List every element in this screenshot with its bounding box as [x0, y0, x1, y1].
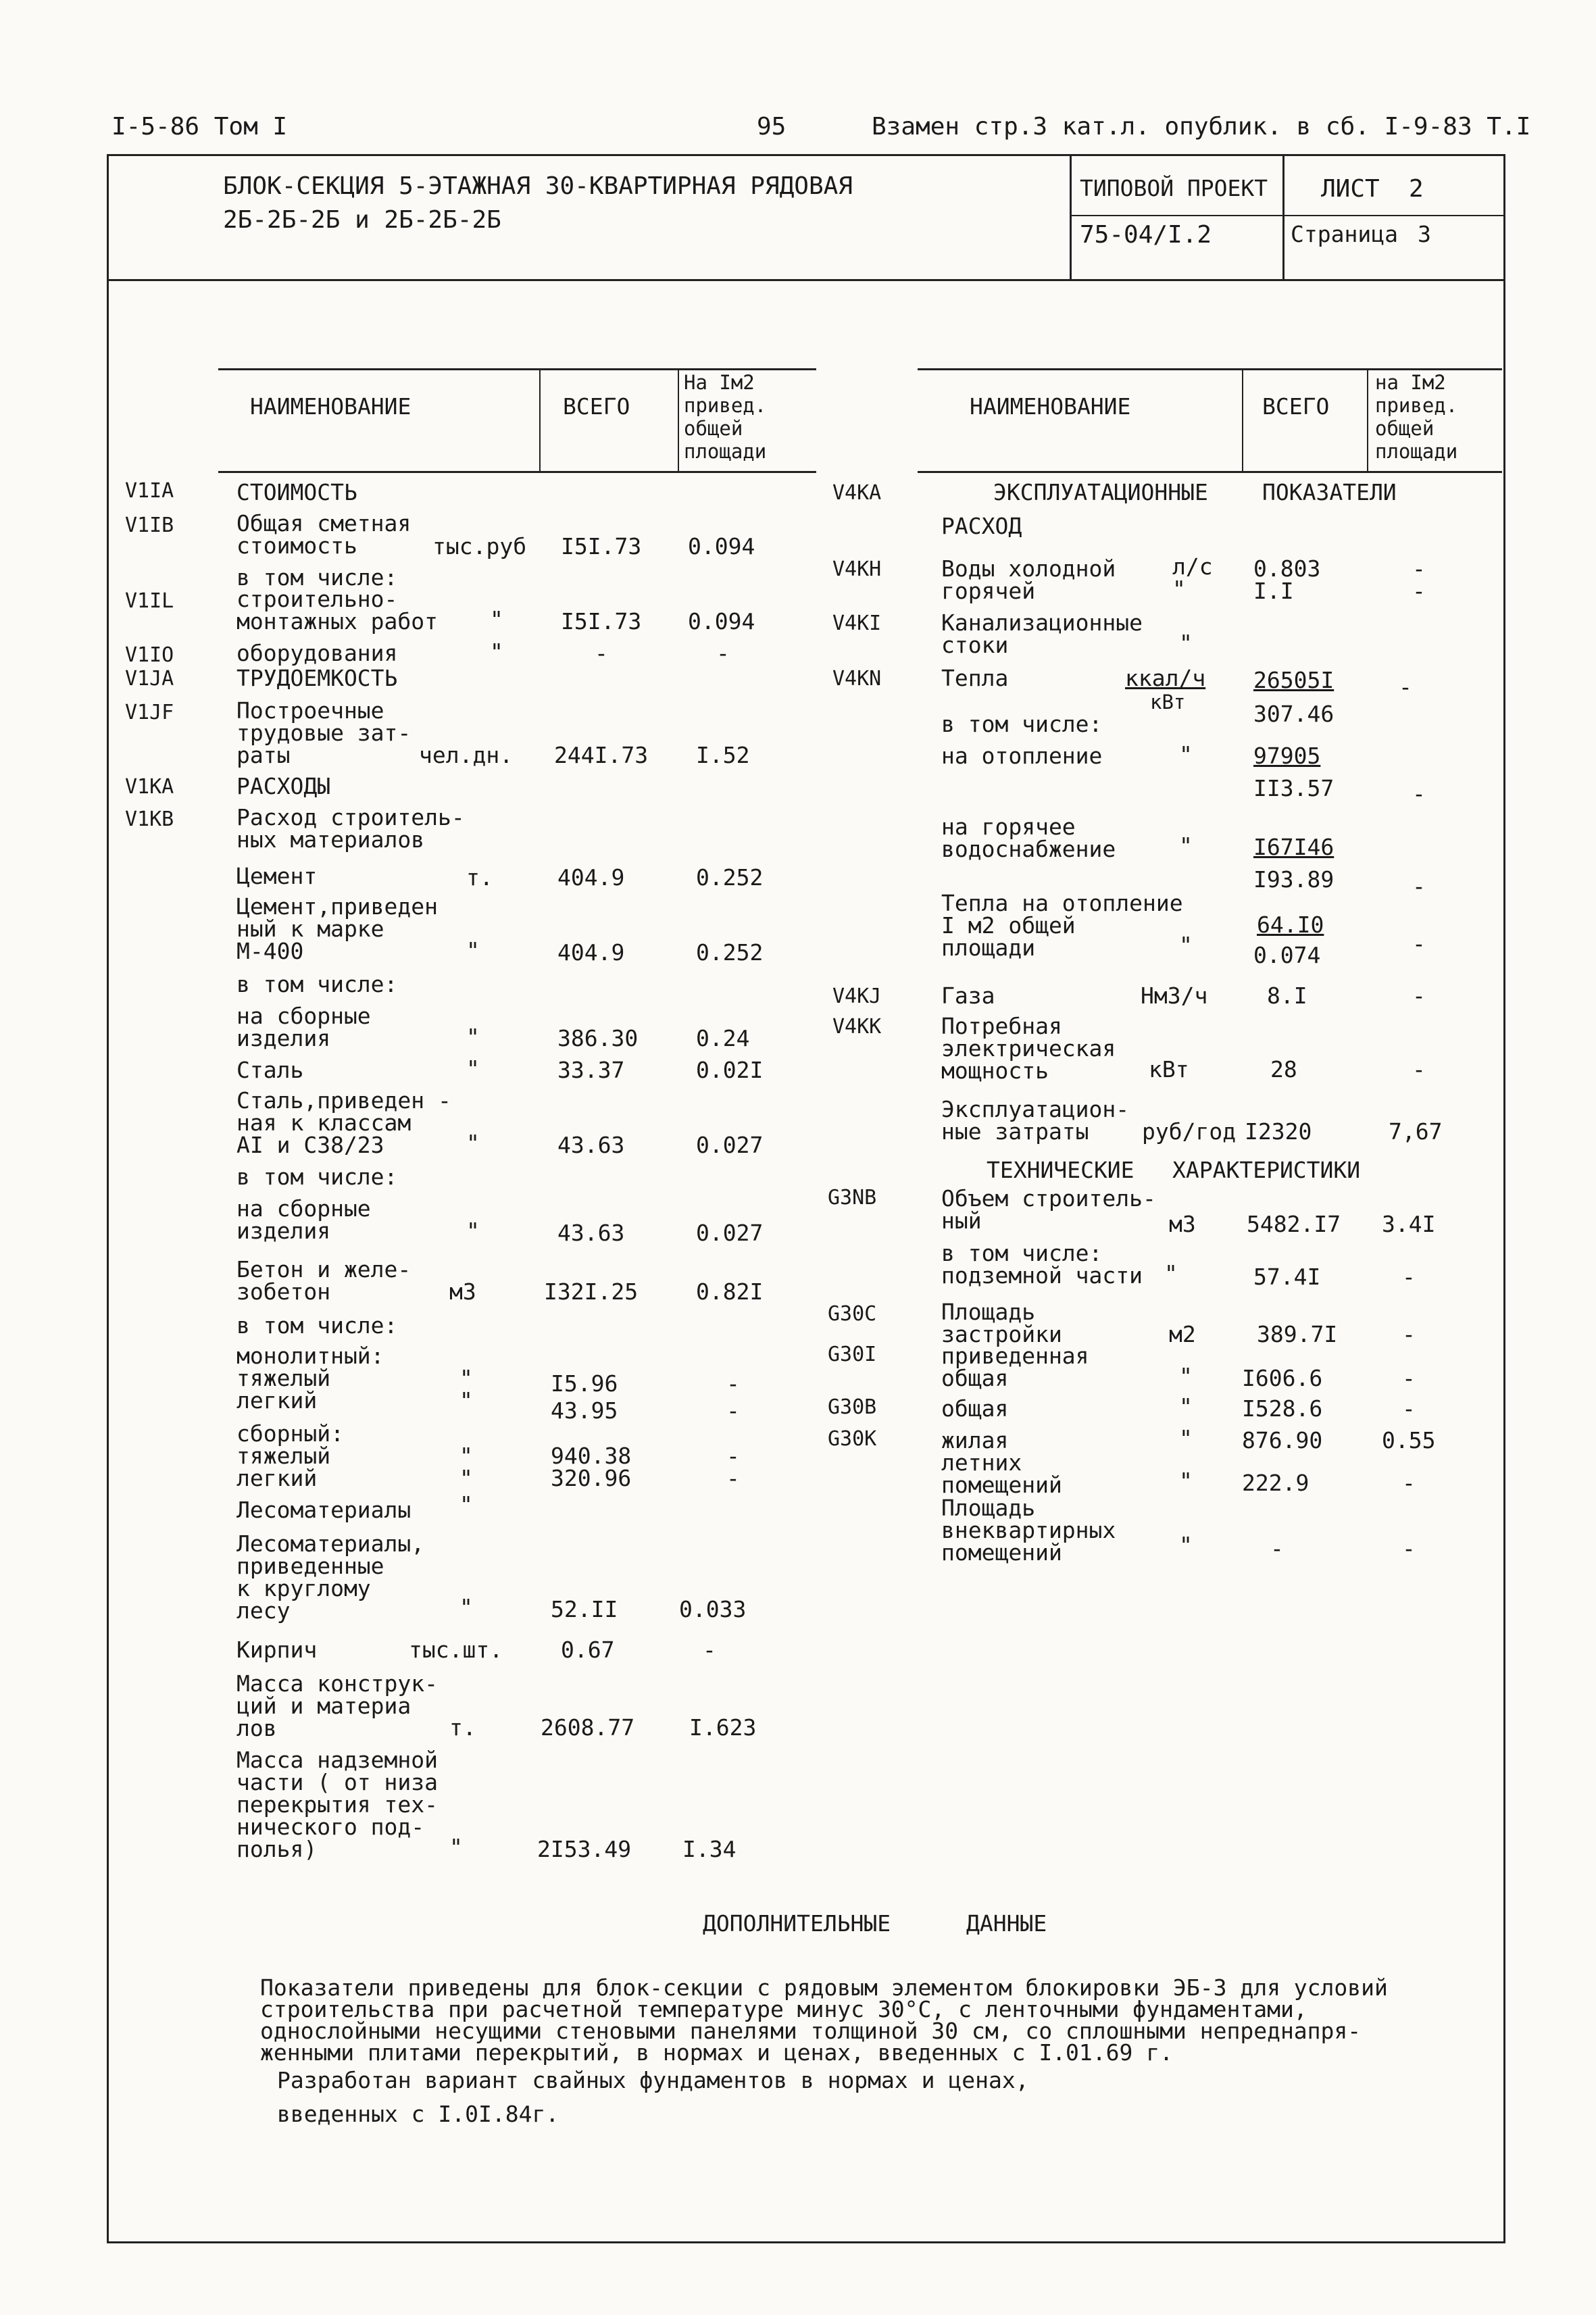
row-per: - — [1412, 982, 1426, 1009]
row-name: Цемент,приведен ный к марке М-400 — [236, 893, 439, 964]
row-name: общая — [941, 1395, 1009, 1422]
row-code: V1KB — [125, 807, 174, 831]
row-unit: чел.дн. — [419, 742, 514, 768]
left-header-per-4: площади — [684, 440, 767, 463]
row-per: 0.094 — [688, 533, 755, 559]
row-total: 0.803 I.I — [1253, 555, 1321, 604]
additional-text-line: строительства при расчетной температуре минус 30°С, с ленточными фундаментами, — [260, 1996, 1307, 2022]
row-unit: " — [490, 639, 503, 665]
row-name: Воды холодной горячей — [941, 555, 1116, 604]
row-unit: тыс.руб — [432, 533, 527, 559]
row-total: 26505I — [1253, 667, 1335, 693]
row-unit: м2 — [1169, 1321, 1196, 1347]
row-per: - — [716, 640, 730, 666]
row-unit: " — [466, 1024, 480, 1050]
row-total: 2608.77 — [541, 1714, 635, 1741]
row-name: ТРУДОЕМКОСТЬ — [236, 665, 398, 691]
row-per: 7,67 — [1389, 1118, 1443, 1145]
row-total: 940.38 320.96 — [551, 1443, 632, 1491]
section-title: ЭКСПЛУАТАЦИОННЫЕ — [993, 479, 1208, 505]
row-unit-ditto: " — [1179, 630, 1193, 656]
additional-text-line: женными плитами перекрытий, в нормах и ценах, введенных с I.01.69 г. — [260, 2039, 1174, 2066]
sheet-label: ЛИСТ — [1321, 175, 1380, 203]
row-total: 8.I — [1267, 982, 1307, 1009]
row-total: 2I53.49 — [537, 1836, 632, 1862]
additional-text-line: однослойными несущими стеновыми панелями толщиной 30 см, со сплошными непреднапря- — [260, 2018, 1362, 2044]
row-unit: " — [449, 1834, 463, 1860]
row-total: 222.9 — [1242, 1470, 1310, 1496]
row-per: 0.033 — [679, 1596, 747, 1622]
row-unit: " — [466, 1055, 480, 1082]
right-header-per-4: площади — [1375, 440, 1458, 463]
row-name: строительно- монтажных работ — [236, 586, 439, 634]
left-header-name: НАИМЕНОВАНИЕ — [250, 393, 412, 420]
row-per: - — [1399, 674, 1412, 700]
row-code: G30K — [828, 1427, 877, 1451]
row-unit: л/с " — [1172, 553, 1213, 602]
row-name: Канализационные стоки — [941, 609, 1143, 658]
row-name: Построечные трудовые зат- раты — [236, 697, 412, 768]
right-header-per-3: общей — [1375, 417, 1435, 440]
row-name: в том числе: — [236, 1312, 398, 1339]
row-total: 307.46 — [1253, 701, 1335, 727]
row-total: 52.II — [551, 1596, 618, 1622]
row-name: на сборные изделия — [236, 1003, 371, 1051]
sheet-number: 2 — [1409, 175, 1424, 203]
row-per: I.623 — [689, 1714, 757, 1741]
row-per: - - — [726, 1370, 740, 1424]
row-total: I5.96 43.95 — [551, 1370, 618, 1424]
right-header-per-1: на Iм2 — [1375, 371, 1446, 394]
page-label: Страница — [1291, 221, 1398, 247]
row-name: Лесоматериалы — [236, 1497, 412, 1523]
row-unit: Нм3/ч — [1141, 982, 1208, 1009]
row-total: - — [1270, 1535, 1284, 1562]
row-name: оборудования — [236, 640, 398, 666]
row-per: 0.252 — [696, 939, 764, 966]
row-name: в том числе: — [236, 971, 398, 997]
row-total-2: I93.89 — [1253, 866, 1335, 893]
row-per: 0.82I — [696, 1278, 764, 1305]
row-per: I.52 — [696, 742, 750, 768]
row-unit: " " — [459, 1365, 473, 1414]
row-unit: " — [1179, 832, 1193, 859]
row-per: - — [1412, 780, 1426, 807]
row-code: G30I — [828, 1343, 877, 1366]
row-total: 57.4I — [1253, 1264, 1321, 1290]
row-per: 0.24 — [696, 1025, 750, 1051]
project-label: ТИПОВОЙ ПРОЕКТ — [1080, 175, 1268, 201]
row-name: Бетон и желе- зобетон — [236, 1256, 412, 1305]
row-unit: " — [490, 606, 503, 632]
row-per: 0.252 — [696, 864, 764, 891]
row-unit: " — [459, 1491, 473, 1518]
row-total: 389.7I — [1257, 1321, 1338, 1347]
row-code: V4KK — [832, 1015, 882, 1039]
row-name: Потребная электрическая мощность — [941, 1013, 1116, 1084]
row-name: Кирпич — [236, 1637, 318, 1663]
row-name: Тепла — [941, 665, 1009, 691]
row-unit: " — [1179, 932, 1193, 958]
additional-text-line: введенных с I.0I.84г. — [277, 2101, 559, 2127]
row-per: 0.027 — [696, 1132, 764, 1158]
row-per: - — [1412, 873, 1426, 899]
row-total: 43.63 — [557, 1132, 625, 1158]
left-header-per-3: общей — [684, 417, 743, 440]
row-unit: " — [1179, 741, 1193, 768]
row-name: жилая — [941, 1427, 1009, 1453]
row-name: Сталь — [236, 1057, 304, 1083]
row-unit: " — [1179, 1532, 1193, 1558]
row-name: приведенная общая — [941, 1343, 1089, 1391]
row-name: в том числе: подземной части — [941, 1240, 1143, 1289]
row-total: 97905 — [1253, 743, 1321, 769]
row-unit: " — [1179, 1393, 1193, 1420]
row-unit: " — [1179, 1468, 1193, 1494]
row-code: V1KA — [125, 775, 174, 799]
row-total: 404.9 — [557, 864, 625, 891]
row-name: монолитный: тяжелый легкий — [236, 1343, 384, 1414]
row-per: - — [1402, 1264, 1416, 1290]
row-name: Газа — [941, 982, 995, 1009]
right-header-per-2: привед. — [1375, 394, 1458, 417]
row-code: G3NB — [828, 1186, 877, 1210]
left-header-per-2: привед. — [684, 394, 767, 417]
row-name: Площадь застройки — [941, 1299, 1062, 1347]
page-value: 3 — [1418, 221, 1431, 247]
section-code: V4KA — [832, 481, 882, 505]
row-per: 0.02I — [696, 1057, 764, 1083]
row-code: G30C — [828, 1302, 877, 1326]
left-header-per-1: На Iм2 — [684, 371, 755, 394]
row-per: - — [1402, 1321, 1416, 1347]
row-total: I5I.73 — [561, 533, 642, 559]
row-per: - — [1402, 1470, 1416, 1496]
row-per: 0.094 — [688, 608, 755, 634]
row-code: V1IB — [125, 514, 174, 537]
row-code: V4KN — [832, 667, 882, 691]
row-name: Лесоматериалы, приведенные к круглому лесу — [236, 1530, 425, 1624]
row-unit: ккал/ч — [1125, 665, 1206, 691]
row-total: 33.37 — [557, 1057, 625, 1083]
row-name: СТОИМОСТЬ — [236, 479, 357, 505]
right-header-name: НАИМЕНОВАНИЕ — [970, 393, 1131, 420]
row-name: на сборные изделия — [236, 1195, 371, 1244]
row-total: 404.9 — [557, 939, 625, 966]
row-per: - — [1412, 930, 1426, 957]
row-name: в том числе: — [236, 1164, 398, 1190]
row-total: 0.67 — [561, 1637, 615, 1663]
row-name: Цемент — [236, 863, 318, 889]
row-unit: " — [459, 1594, 473, 1620]
section-title: ТЕХНИЧЕСКИЕ — [987, 1157, 1134, 1183]
row-name: на отопление — [941, 743, 1103, 769]
additional-text-line: Разработан вариант свайных фундаментов в нормах и ценах, — [277, 2067, 1029, 2093]
row-name: Тепла на отопление I м2 общей площади — [941, 890, 1183, 961]
row-name: РАСХОДЫ — [236, 773, 331, 799]
row-unit: " — [1179, 1425, 1193, 1451]
row-total: I5I.73 — [561, 608, 642, 634]
row-per: 3.4I — [1382, 1211, 1436, 1237]
row-code: V1IO — [125, 643, 174, 667]
row-code: V4KJ — [832, 985, 882, 1008]
row-per: - — [1402, 1395, 1416, 1422]
row-per: I.34 — [682, 1836, 737, 1862]
row-total: 5482.I7 — [1247, 1211, 1341, 1237]
row-total: I67I46 — [1253, 834, 1335, 860]
row-total: 28 — [1270, 1056, 1297, 1082]
row-total: 244I.73 — [554, 742, 649, 768]
row-code: V4KH — [832, 557, 882, 581]
title-line-2: 2Б-2Б-2Б и 2Б-2Б-2Б — [223, 206, 501, 234]
header-left: I-5-86 Том I — [111, 113, 288, 141]
row-name: Эксплуатацион- ные затраты — [941, 1096, 1130, 1145]
row-unit: " — [1179, 1363, 1193, 1389]
row-code: V1JA — [125, 667, 174, 691]
row-total: 43.63 — [557, 1220, 625, 1246]
row-total: I606.6 — [1242, 1365, 1323, 1391]
section-title: ПОКАЗАТЕЛИ — [1262, 479, 1397, 505]
row-total: - — [595, 640, 608, 666]
row-total-2: 0.074 — [1253, 942, 1321, 968]
row-per: 0.027 — [696, 1220, 764, 1246]
row-name: Масса конструк- ций и материа лов — [236, 1670, 439, 1741]
row-name: Площадь внеквартирных помещений — [941, 1495, 1116, 1566]
header-right: Взамен стр.3 кат.л. опублик. в сб. I-9-83 Т.I — [872, 113, 1531, 141]
row-code: V1JF — [125, 701, 174, 724]
row-unit: " — [1164, 1260, 1178, 1287]
row-total: I2320 — [1245, 1118, 1312, 1145]
project-number: 75-04/I.2 — [1080, 221, 1212, 249]
row-name: на горячее водоснабжение — [941, 814, 1116, 862]
row-name: в том числе: — [941, 711, 1103, 737]
right-header-total: ВСЕГО — [1262, 393, 1330, 420]
additional-title: ДАННЫЕ — [966, 1910, 1047, 1937]
title-line-1: БЛОК-СЕКЦИЯ 5-ЭТАЖНАЯ 30-КВАРТИРНАЯ РЯДОВАЯ — [223, 172, 853, 200]
row-unit: руб/год — [1142, 1118, 1237, 1145]
row-unit: " " — [459, 1443, 473, 1491]
row-unit-2: кВт — [1150, 691, 1186, 714]
page-number: 95 — [757, 113, 787, 141]
row-per: - — [1402, 1535, 1416, 1562]
row-total: I32I.25 — [544, 1278, 639, 1305]
row-per: - — [1412, 1056, 1426, 1082]
row-code: G30B — [828, 1395, 877, 1419]
row-code: V4KI — [832, 612, 882, 635]
row-unit: " — [466, 1218, 480, 1244]
row-name: Общая сметная стоимость — [236, 510, 412, 559]
expense-label: РАСХОД — [941, 513, 1022, 539]
row-unit: " — [466, 1130, 480, 1156]
row-per: - — [703, 1637, 716, 1663]
row-name: сборный: тяжелый легкий — [236, 1420, 344, 1491]
row-unit: т. — [449, 1714, 476, 1741]
row-name: Сталь,приведен - ная к классам AI и С38/23 — [236, 1087, 451, 1158]
left-header-total: ВСЕГО — [563, 393, 630, 420]
row-code: V1IL — [125, 589, 174, 613]
row-total: I528.6 — [1242, 1395, 1323, 1422]
row-unit: м3 — [1169, 1211, 1196, 1237]
row-name: в том числе: — [236, 564, 398, 591]
row-unit: т. — [466, 864, 493, 891]
row-total: 876.90 — [1242, 1427, 1323, 1453]
row-unit: м3 — [449, 1278, 476, 1305]
row-total-2: II3.57 — [1253, 775, 1335, 801]
row-per: - — [1402, 1365, 1416, 1391]
row-per: 0.55 — [1382, 1427, 1436, 1453]
row-unit: кВт — [1149, 1056, 1189, 1082]
row-per: - - — [726, 1443, 740, 1491]
row-name: Масса надземной части ( от низа перекрытия тех- нического под- полья) — [236, 1747, 439, 1862]
row-name: Объем строитель- ный — [941, 1185, 1156, 1234]
row-total: 64.I0 — [1257, 912, 1324, 938]
row-total: 386.30 — [557, 1025, 639, 1051]
row-unit: " — [466, 937, 480, 964]
row-code: V1IA — [125, 479, 174, 503]
section-title: ХАРАКТЕРИСТИКИ — [1172, 1157, 1361, 1183]
row-name: летних помещений — [941, 1449, 1062, 1498]
row-per: - - — [1412, 555, 1426, 604]
additional-title: ДОПОЛНИТЕЛЬНЫЕ — [703, 1910, 891, 1937]
additional-text-line: Показатели приведены для блок-секции с рядовым элементом блокировки ЭБ-3 для условий — [260, 1974, 1388, 2001]
row-name: Расход строитель- ных материалов — [236, 804, 465, 853]
row-unit: тыс.шт. — [409, 1637, 503, 1663]
